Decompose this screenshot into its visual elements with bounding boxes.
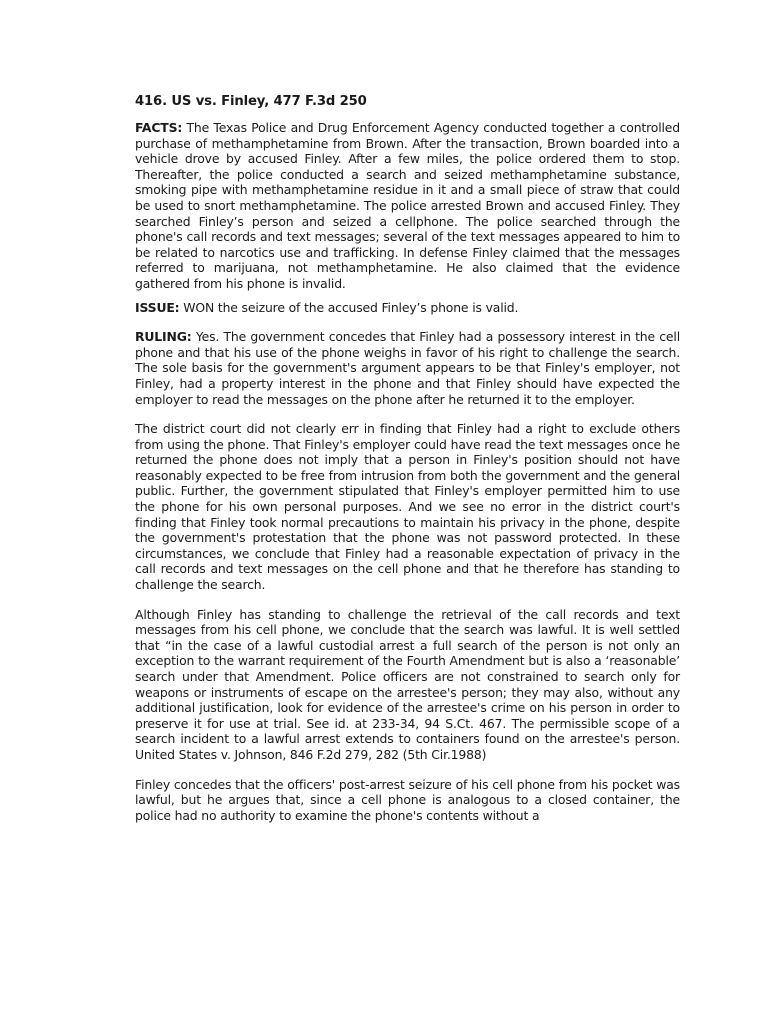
facts-text: The Texas Police and Drug Enforcement Agency conducted together a controlled purchase of methamphetamine from Brown. After the transaction, Brown boarded into a vehicle drove by accused Finley. After a few miles, the police ordered them to stop. Thereafter, the police conducted a search and seized methamphetamine substance, smoking pipe with methamphetamine residue in it and a small piece of straw that could be used to snort methamphetamine. The police arrested Brown and accused Finley. They searched Finley’s person and seized a cellphone. The police searched through the phone's call records and text messages; several of the text messages appeared to him to be related to narcotics use and trafficking. In defense Finley claimed that the messages referred to marijuana, not methamphetamine. He also claimed that the evidence gathered from his phone is invalid.: [135, 120, 680, 291]
body-paragraph-1: The district court did not clearly err in finding that Finley had a right to exclude others from using the phone. That Finley's employer could have read the text messages once he returned the phone does not imply that a person in Finley's position should not have reasonably expected to be free from intrusion from both the government and the general public. Further, the government stipulated that Finley's employer permitted him to use the phone for his own personal purposes. And we see no error in the district court's finding that Finley took normal precautions to maintain his privacy in the phone, despite the government's protestation that the phone was not password protected. In these circumstances, we conclude that Finley had a reasonable expectation of privacy in the call records and text messages on the cell phone and that he therefore has standing to challenge the search.: [135, 421, 680, 593]
facts-label: FACTS:: [135, 120, 183, 135]
issue-label: ISSUE:: [135, 299, 180, 315]
issue-paragraph: [135, 300, 680, 316]
ruling-label: RULING:: [135, 329, 192, 345]
body-paragraph-3: Finley concedes that the officers' post-arrest seizure of his cell phone from his pocket was lawful, but he argues that, since a cell phone is analogous to a closed container, the police had no authority to examine the phone's contents without a: [135, 776, 680, 823]
document-page: [135, 93, 680, 837]
case-title: 416. US vs. Finley, 477 F.3d 250: [135, 94, 367, 109]
body-paragraph-2: Although Finley has standing to challenge the retrieval of the call records and text messages from his cell phone, we conclude that the search was lawful. It is well settled that “in the case of a lawful custodial arrest a full search of the person is not only an exception to the warrant requirement of the Fourth Amendment but is also a ‘reasonable’ search under that Amendment. Police officers are not constrained to search only for weapons or instruments of escape on the arrestee's person; they may also, without any additional justification, look for evidence of the arrestee's crime on his person in order to preserve it for use at trial. See id. at 233-34, 94 S.Ct. 467. The permissible scope of a search incident to a lawful arrest extends to containers found on the arrestee's person. United States v. Johnson, 846 F.2d 279, 282 (5th Cir.1988): [135, 606, 680, 762]
ruling-paragraph: [135, 329, 680, 407]
ruling-text: Yes. The government concedes that Finley had a possessory interest in the cell phone and that his use of the phone weighs in favor of his right to challenge the search. The sole basis for the government's argument appears to be that Finley's employer, not Finley, had a property interest in the phone and that Finley should have expected the employer to read the messages on the phone after he returned it to the employer.: [135, 329, 680, 407]
issue-text: WON the seizure of the accused Finley’s phone is valid.: [179, 299, 519, 315]
facts-paragraph: [135, 120, 680, 292]
